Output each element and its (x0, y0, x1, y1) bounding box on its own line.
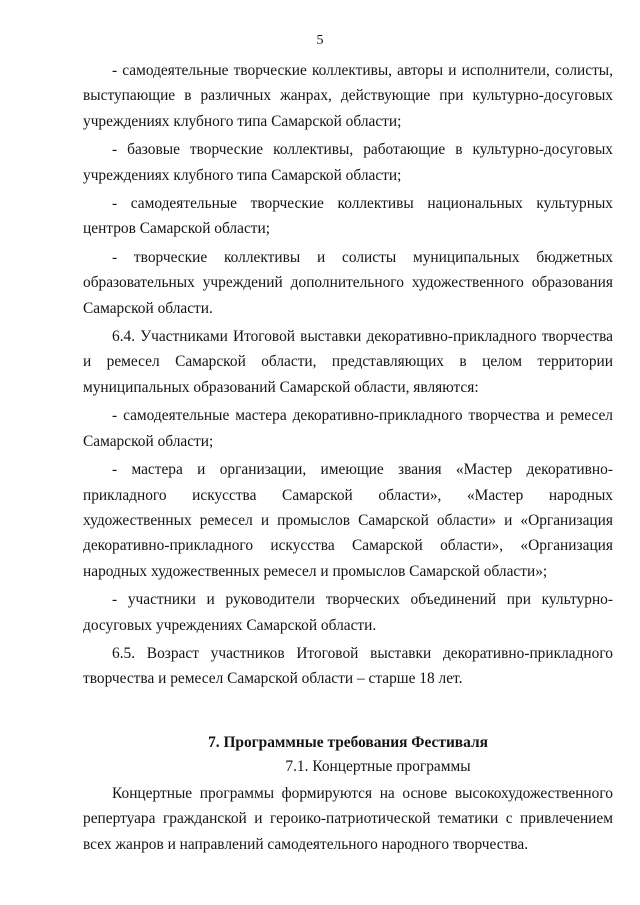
paragraph: 6.4. Участниками Итоговой выставки декоративно-прикладного творчества и ремесел Самарской области, представляющих в целом территории муниципальных образований Самарской области, являются: (83, 328, 613, 396)
subsection-heading: 7.1. Концертные программы (285, 757, 471, 775)
section-heading: 7. Программные требования Фестиваля (208, 733, 488, 751)
paragraph: - творческие коллективы и солисты муниципальных бюджетных образовательных учреждений дополнительного художественного образования Самарской области. (83, 248, 613, 317)
paragraph: - базовые творческие коллективы, работающие в культурно-досуговых учреждениях клубного типа Самарской области; (83, 141, 613, 184)
paragraph: - самодеятельные мастера декоративно-прикладного творчества и ремесел Самарской области; (83, 407, 613, 450)
document-body (83, 58, 613, 857)
paragraph: 6.5. Возраст участников Итоговой выставки декоративно-прикладного творчества и ремесел Самарской области – старше 18 лет. (83, 644, 613, 688)
paragraph: - самодеятельные творческие коллективы национальных культурных центров Самарской области; (83, 195, 613, 238)
page-number: 5 (316, 33, 324, 48)
paragraph: - самодеятельные творческие коллективы, авторы и исполнители, солисты, выступающие в различных жанрах, действующие при культурно-досуговых учреждениях клубного типа Самарской области; (83, 62, 613, 130)
paragraph: - мастера и организации, имеющие звания «Мастер декоративно-прикладного искусства Самарской области», «Мастер народных художественных ремесел и промыслов Самарской области» и «Организация декоративно-прикладного искусства Самарской области», «Организация народных художественных ремесел и промыслов Самарской области»; (83, 461, 613, 580)
paragraph: - участники и руководители творческих объединений при культурно-досуговых учреждениях Самарской области. (83, 591, 613, 634)
paragraph: Концертные программы формируются на основе высокохудожественного репертуара гражданской и героико-патриотической тематики с привлечением всех жанров и направлений самодеятельного народного творчества. (83, 784, 613, 853)
